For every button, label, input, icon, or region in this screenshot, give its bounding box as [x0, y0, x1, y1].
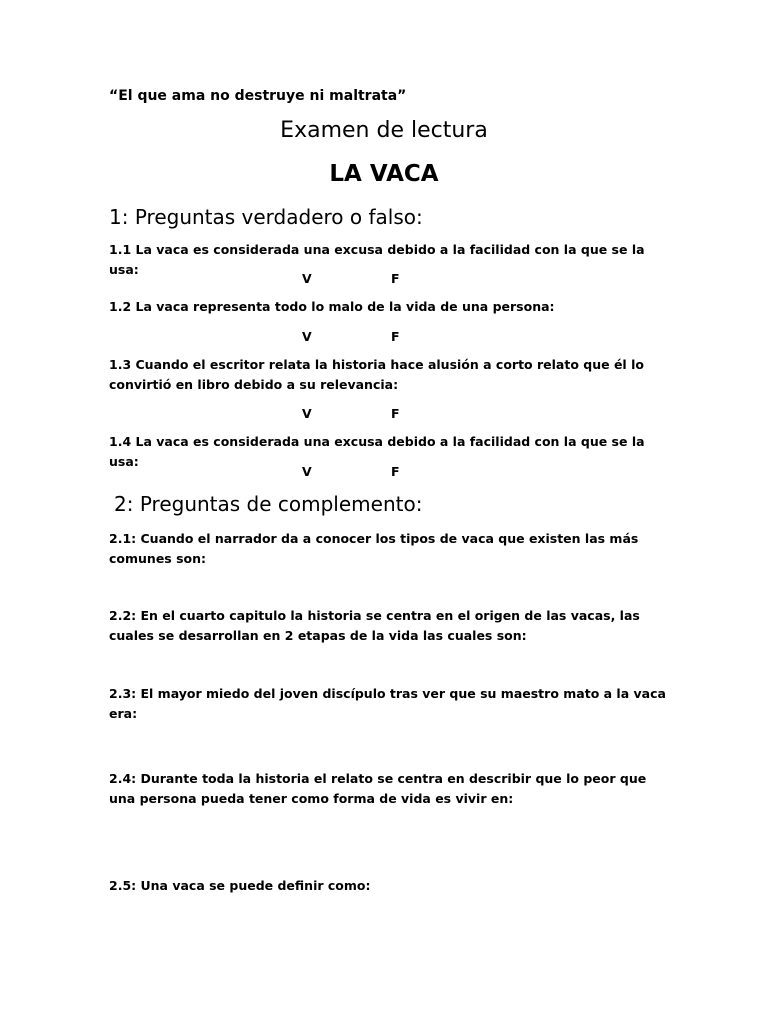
option-true-1-4: V — [302, 464, 312, 479]
question-1-3: 1.3 Cuando el escritor relata la historia hace alusión a corto relato que él lo convirtió en libro debido a su relevancia: — [109, 357, 644, 392]
option-false-1-4: F — [391, 464, 400, 479]
epigraph: “El que ama no destruye ni maltrata” — [109, 88, 407, 104]
option-false-1-1: F — [391, 271, 400, 286]
section-1-heading: 1: Preguntas verdadero o falso: — [109, 205, 423, 229]
question-2-3: 2.3: El mayor miedo del joven discípulo tras ver que su maestro mato a la vaca era: — [109, 686, 666, 721]
question-1-2: 1.2 La vaca representa todo lo malo de la vida de una persona: — [109, 299, 555, 314]
question-2-2: 2.2: En el cuarto capitulo la historia se centra en el origen de las vacas, las cuales se desarrollan en 2 etapas de la vida las cuales son: — [109, 608, 640, 643]
page-title: Examen de lectura — [280, 118, 488, 143]
option-true-1-1: V — [302, 271, 312, 286]
question-1-1: 1.1 La vaca es considerada una excusa debido a la facilidad con la que se la usa: — [109, 242, 645, 277]
option-false-1-2: F — [391, 329, 400, 344]
question-2-5: 2.5: Una vaca se puede definir como: — [109, 878, 371, 893]
option-false-1-3: F — [391, 406, 400, 421]
option-true-1-3: V — [302, 406, 312, 421]
option-true-1-2: V — [302, 329, 312, 344]
section-2-heading: 2: Preguntas de complemento: — [114, 492, 423, 516]
question-1-4: 1.4 La vaca es considerada una excusa debido a la facilidad con la que se la usa: — [109, 434, 645, 469]
question-2-1: 2.1: Cuando el narrador da a conocer los tipos de vaca que existen las más comunes son: — [109, 531, 639, 566]
question-2-4: 2.4: Durante toda la historia el relato se centra en describir que lo peor que una persona pueda tener como forma de vida es vivir en: — [109, 771, 647, 806]
page-subtitle: LA VACA — [329, 161, 439, 187]
